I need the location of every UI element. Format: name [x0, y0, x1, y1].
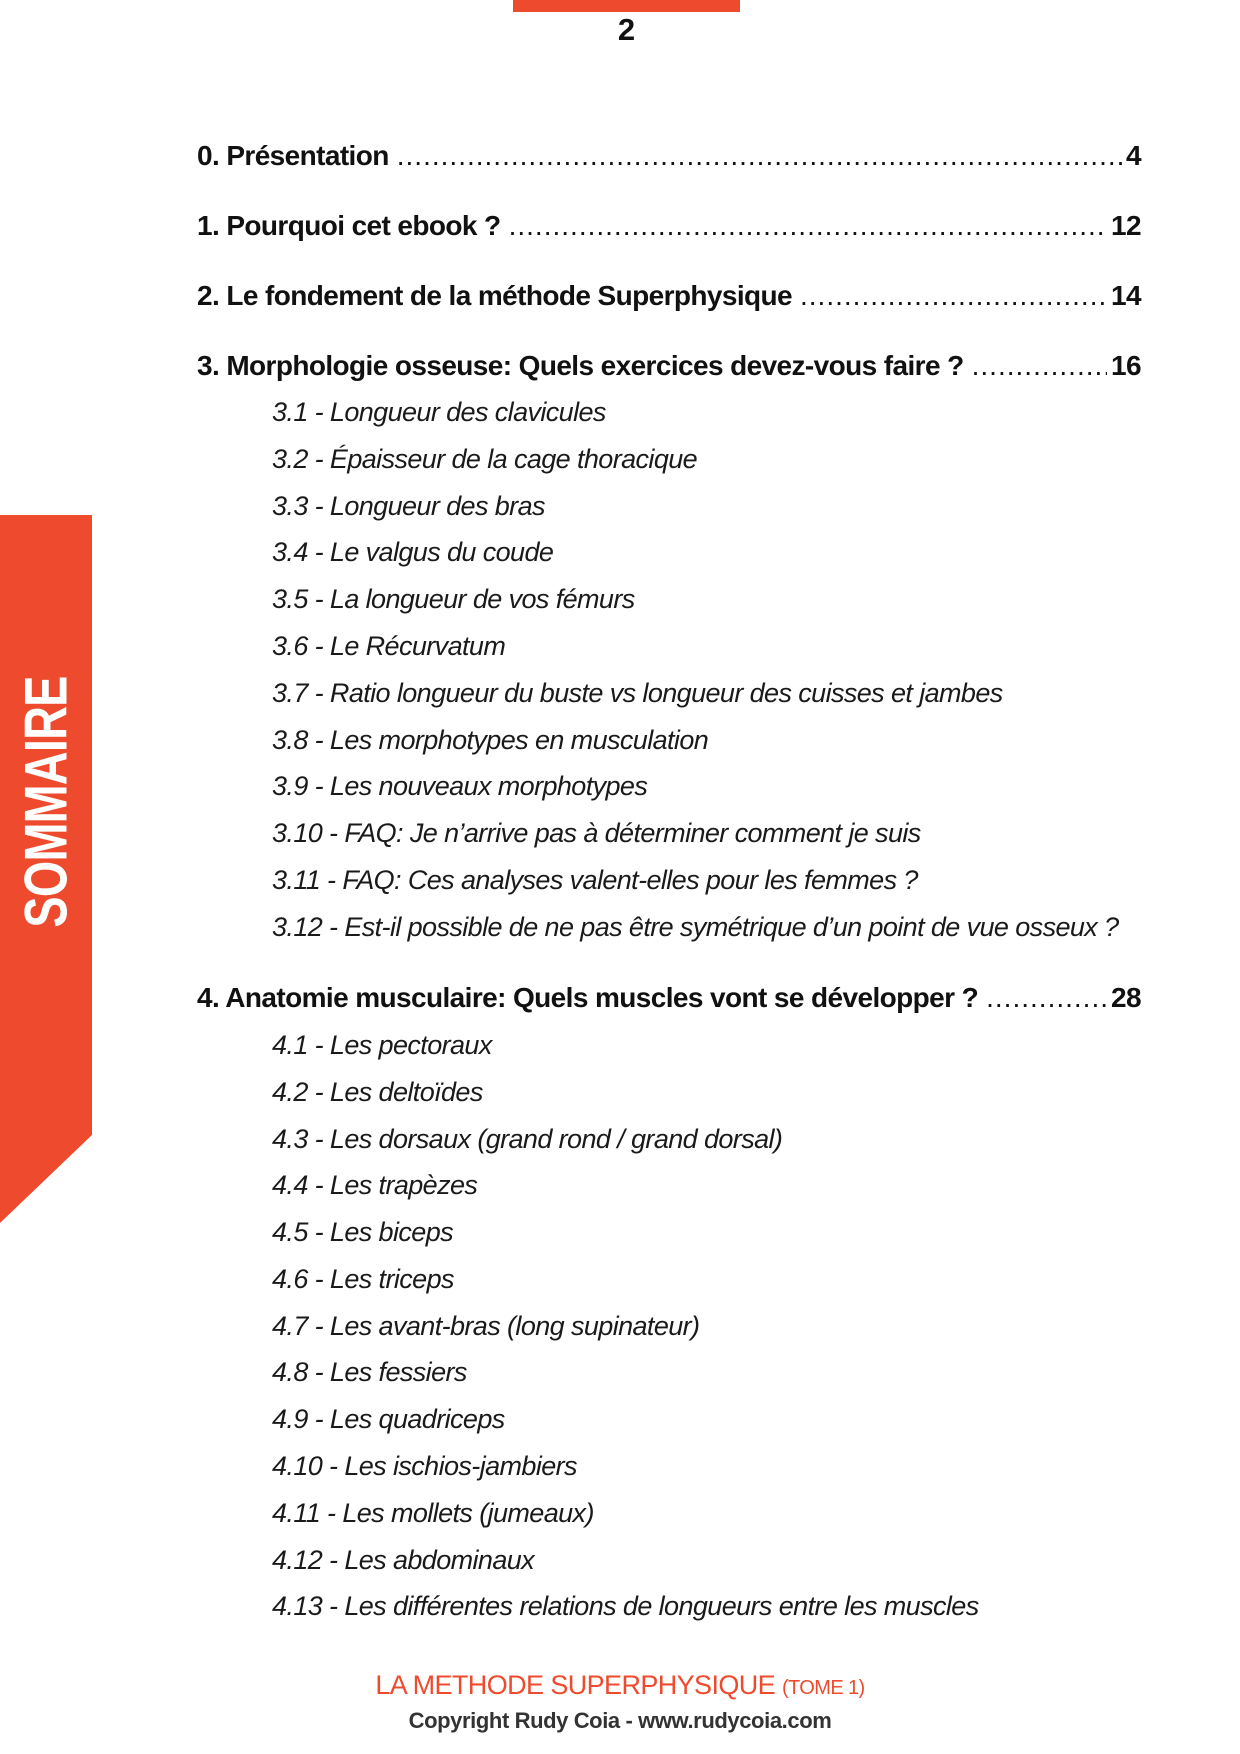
- toc-section[interactable]: 4.4 - Les trapèzes: [272, 1170, 478, 1200]
- toc-section[interactable]: 4.5 - Les biceps: [272, 1217, 454, 1247]
- chapter-page: 28: [1111, 982, 1141, 1013]
- dot-leader: [800, 280, 1107, 312]
- toc-section[interactable]: 3.6 - Le Récurvatum: [272, 631, 506, 661]
- chapter-page: 14: [1111, 280, 1141, 311]
- chapter-title: 4. Anatomie musculaire: Quels muscles vont se développer ?: [197, 982, 979, 1013]
- side-tab-label: SOMMAIRE: [12, 676, 80, 928]
- side-tab: [0, 515, 92, 1223]
- toc-section[interactable]: 4.13 - Les différentes relations de longueurs entre les muscles: [272, 1591, 979, 1621]
- dot-leader: [509, 210, 1107, 242]
- footer-title-text: LA METHODE SUPERPHYSIQUE: [375, 1670, 776, 1700]
- dot-leader: [986, 982, 1107, 1014]
- toc-section[interactable]: 3.10 - FAQ: Je n’arrive pas à déterminer comment je suis: [272, 818, 921, 848]
- toc-chapter-0[interactable]: [197, 140, 1141, 172]
- toc-section[interactable]: 3.2 - Épaisseur de la cage thoracique: [272, 444, 698, 474]
- toc-section[interactable]: 3.11 - FAQ: Ces analyses valent-elles pour les femmes ?: [272, 865, 918, 895]
- chapter-page: 16: [1111, 350, 1141, 381]
- chapter-title: 0. Présentation: [197, 140, 389, 171]
- toc-section[interactable]: 3.12 - Est-il possible de ne pas être symétrique d’un point de vue osseux ?: [272, 912, 1119, 942]
- chapter-title: 3. Morphologie osseuse: Quels exercices devez-vous faire ?: [197, 350, 964, 381]
- toc-chapter-4[interactable]: [197, 982, 1141, 1014]
- toc-section[interactable]: 4.10 - Les ischios-jambiers: [272, 1451, 577, 1481]
- table-of-contents: [197, 0, 1147, 1754]
- toc-section[interactable]: 4.12 - Les abdominaux: [272, 1545, 535, 1575]
- toc-chapter-2[interactable]: [197, 280, 1141, 312]
- toc-section[interactable]: 3.8 - Les morphotypes en musculation: [272, 725, 709, 755]
- toc-section[interactable]: 3.9 - Les nouveaux morphotypes: [272, 771, 648, 801]
- chapter-title: 2. Le fondement de la méthode Superphysique: [197, 280, 792, 311]
- toc-section[interactable]: 4.2 - Les deltoïdes: [272, 1077, 483, 1107]
- page-number: 2: [617, 12, 636, 47]
- toc-section[interactable]: 3.3 - Longueur des bras: [272, 491, 545, 521]
- toc-section[interactable]: 4.8 - Les fessiers: [272, 1357, 467, 1387]
- chapter-title: 1. Pourquoi cet ebook ?: [197, 210, 501, 241]
- toc-section[interactable]: 4.7 - Les avant-bras (long supinateur): [272, 1311, 700, 1341]
- toc-section[interactable]: 4.3 - Les dorsaux (grand rond / grand dorsal): [272, 1124, 783, 1154]
- toc-section[interactable]: 3.1 - Longueur des clavicules: [272, 397, 606, 427]
- dot-leader: [397, 140, 1122, 172]
- footer-book-title: [0, 1670, 1240, 1701]
- chapter-page: 12: [1111, 210, 1141, 241]
- toc-section[interactable]: 4.1 - Les pectoraux: [272, 1030, 492, 1060]
- toc-section[interactable]: 4.11 - Les mollets (jumeaux): [272, 1498, 594, 1528]
- toc-section[interactable]: 3.4 - Le valgus du coude: [272, 537, 554, 567]
- toc-section[interactable]: 4.6 - Les triceps: [272, 1264, 454, 1294]
- dot-leader: [972, 350, 1107, 382]
- footer-copyright: Copyright Rudy Coia - www.rudycoia.com: [408, 1708, 832, 1733]
- toc-section[interactable]: 4.9 - Les quadriceps: [272, 1404, 505, 1434]
- footer-tome: (TOME 1): [781, 1677, 865, 1699]
- toc-chapter-1[interactable]: [197, 210, 1141, 242]
- chapter-page: 4: [1126, 140, 1141, 171]
- toc-chapter-3[interactable]: [197, 350, 1141, 382]
- toc-section[interactable]: 3.7 - Ratio longueur du buste vs longueur des cuisses et jambes: [272, 678, 1003, 708]
- toc-section[interactable]: 3.5 - La longueur de vos fémurs: [272, 584, 635, 614]
